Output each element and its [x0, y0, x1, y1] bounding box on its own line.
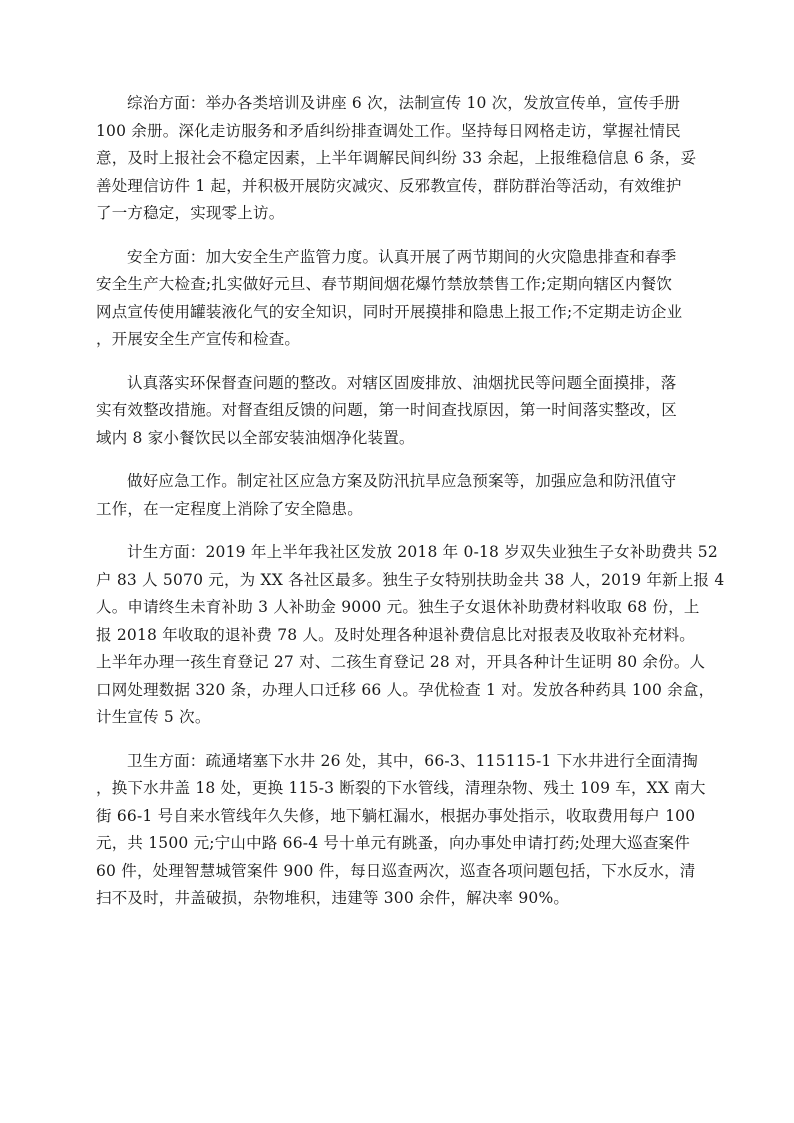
text-line: 综治方面：举办各类培训及讲座 6 次，法制宣传 10 次，发放宣传单，宣传手册 — [127, 94, 681, 112]
text-line: 善处理信访件 1 起，并积极开展防灾减灾、反邪教宣传，群防群治等活动，有效维护 — [96, 176, 682, 195]
text-line: 域内 8 家小餐饮民以全部安装油烟净化装置。 — [96, 428, 415, 447]
text-line: 安全生产大检查;扎实做好元旦、春节期间烟花爆竹禁放禁售工作;定期向辖区内餐饮 — [96, 275, 673, 293]
text-line: 人。申请终生未育补助 3 人补助金 9000 元。独生子女退休补助费材料收取 68 份，上 — [96, 598, 700, 616]
text-line: 卫生方面：疏通堵塞下水井 26 处，其中，66-3、115115-1 下水井进行全面清掏 — [127, 751, 698, 770]
text-line: 工作，在一定程度上消除了安全隐患。 — [96, 499, 363, 518]
text-line: ，开展安全生产宣传和检查。 — [96, 330, 301, 348]
text-line: 计生宣传 5 次。 — [96, 708, 211, 726]
text-line: 实有效整改措施。对督查组反馈的问题，第一时间查找原因，第一时间落实整改，区 — [96, 401, 677, 419]
text-line: 了一方稳定，实现零上访。 — [96, 204, 285, 222]
text-line: 扫不及时，井盖破损，杂物堆积，违建等 300 余件，解决率 90%。 — [96, 889, 570, 907]
text-line: 安全方面：加大安全生产监管力度。认真开展了两节期间的火灾隐患排查和春季 — [127, 247, 677, 266]
text-line: 户 83 人 5070 元，为 XX 各社区最多。独生子女特别扶助金共 38 人，2019 年新上报 4 — [96, 570, 725, 589]
text-line: 报 2018 年收取的退补费 78 人。及时处理各种退补费信息比对报表及收取补充材料。 — [96, 625, 695, 644]
text-line: 元，共 1500 元;宁山中路 66-4 号十单元有跳蚤，向办事处申请打药;处理大巡查案件 — [96, 834, 690, 852]
text-line: 口网处理数据 320 条，办理人口迁移 66 人。孕优检查 1 对。发放各种药具 100 余盒， — [96, 680, 715, 699]
paragraph-weisheng — [96, 748, 706, 913]
paragraph-jisheng — [96, 539, 725, 732]
text-line: 100 余册。深化走访服务和矛盾纠纷排查调处工作。坚持每日网格走访，掌握社情民 — [96, 121, 681, 140]
text-line: 计生方面：2019 年上半年我社区发放 2018 年 0-18 岁双失业独生子女补助费共 52 — [127, 543, 718, 561]
text-line: 上半年办理一孩生育登记 27 对、二孩生育登记 28 对，开具各种计生证明 80 余份。人 — [96, 653, 706, 671]
text-line: 60 件，处理智慧城管案件 900 件，每日巡查两次，巡查各项问题包括，下水反水，清 — [96, 861, 696, 880]
paragraph-zongzhi — [96, 90, 706, 228]
text-line: 做好应急工作。制定社区应急方案及防汛抗旱应急预案等，加强应急和防汛值守 — [127, 472, 677, 490]
text-line: ，换下水井盖 18 处，更换 115-3 断裂的下水管线，清理杂物、残土 109 车，XX 南大 — [96, 779, 706, 797]
text-line: 街 66-1 号自来水管线年久失修，地下躺杠漏水，根据办事处指示，收取费用每户 100 — [96, 806, 696, 825]
document-body — [96, 90, 725, 929]
text-line: 网点宣传使用罐装液化气的安全知识，同时开展摸排和隐患上报工作;不定期走访企业 — [96, 302, 683, 321]
paragraph-anquan — [96, 244, 706, 354]
text-line: 意，及时上报社会不稳定因素，上半年调解民间纠纷 33 余起，上报维稳信息 6 条，妥 — [96, 149, 697, 167]
paragraph-yingji — [96, 468, 706, 523]
paragraph-huanbao — [96, 370, 706, 453]
text-line: 认真落实环保督查问题的整改。对辖区固废排放、油烟扰民等问题全面摸排，落 — [127, 373, 677, 392]
